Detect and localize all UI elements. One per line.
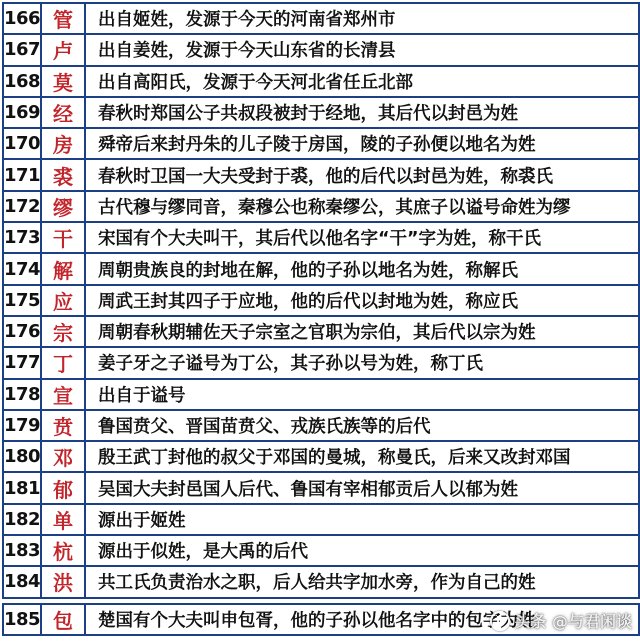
surname-cell: 洪 xyxy=(42,567,86,596)
row-number: 184 xyxy=(4,567,42,596)
origin-cell: 古代穆与缪同音，秦穆公也称秦缪公，其庶子以谥号命姓为缪 xyxy=(98,197,571,218)
surname-cell: 单 xyxy=(42,505,86,534)
table-row xyxy=(4,192,638,223)
row-number: 175 xyxy=(4,286,42,315)
table-row xyxy=(4,380,638,411)
row-number: 183 xyxy=(4,536,42,565)
row-number: 179 xyxy=(4,411,42,440)
row-number: 167 xyxy=(4,35,42,64)
origin-cell: 共工氏负责治水之职，后人给共字加水旁，作为自己的姓 xyxy=(98,573,536,594)
origin-cell: 宋国有个大夫叫干，其后代以他名字“干”字为姓，称干氏 xyxy=(98,229,542,250)
surname-cell: 杭 xyxy=(42,536,86,565)
surname-cell: 丁 xyxy=(42,348,86,377)
origin-cell: 源出于姬姓 xyxy=(98,510,186,531)
table-row xyxy=(4,317,638,348)
origin-cell: 周朝贵族良的封地在解，他的子孙以地名为姓，称解氏 xyxy=(98,260,518,281)
surname-cell: 裘 xyxy=(42,160,86,189)
row-number: 166 xyxy=(4,4,42,33)
table-row xyxy=(4,129,638,160)
table-row xyxy=(4,442,638,473)
surname-cell: 宗 xyxy=(42,317,86,346)
row-number: 173 xyxy=(4,223,42,252)
row-number: 181 xyxy=(4,473,42,502)
row-number: 177 xyxy=(4,348,42,377)
surname-cell: 应 xyxy=(42,286,86,315)
origin-cell: 出自姜姓，发源于今天山东省的长清县 xyxy=(98,41,396,62)
row-number: 172 xyxy=(4,192,42,221)
surname-cell: 缪 xyxy=(42,192,86,221)
row-number: 178 xyxy=(4,380,42,409)
origin-cell: 殷王武丁封他的叔父于邓国的曼城，称曼氏，后来又改封邓国 xyxy=(98,448,571,469)
watermark-text: 头条 @与君闲谈 xyxy=(514,612,632,631)
table-row xyxy=(4,98,638,129)
origin-cell: 周武王封其四子于应地，他的后代以封地为姓，称应氏 xyxy=(98,291,518,312)
origin-cell: 吴国大夫封邑国人后代、鲁国有宰相郁贡后人以郁为姓 xyxy=(98,479,518,500)
origin-cell: 出自高阳氏，发源于今天河北省任丘北部 xyxy=(98,72,413,93)
table-row xyxy=(4,160,638,191)
surname-cell: 邓 xyxy=(42,442,86,471)
row-number: 182 xyxy=(4,505,42,534)
surname-cell: 房 xyxy=(42,129,86,158)
table-row xyxy=(4,536,638,567)
surname-cell: 莫 xyxy=(42,67,86,96)
table-row xyxy=(4,411,638,442)
table-row xyxy=(4,223,638,254)
surname-cell: 包 xyxy=(42,605,86,634)
origin-cell: 姜子牙之子谥号为丁公，其子孙以号为姓，称丁氏 xyxy=(98,354,483,375)
origin-cell: 出自姬姓，发源于今天的河南省郑州市 xyxy=(98,10,396,31)
table-row xyxy=(4,35,638,66)
surname-table xyxy=(2,2,640,599)
surname-cell: 卢 xyxy=(42,35,86,64)
table-row xyxy=(4,567,638,598)
row-number: 168 xyxy=(4,67,42,96)
origin-cell: 春秋时郑国公子共叔段被封于经地，其后代以封邑为姓 xyxy=(98,104,518,125)
table-row xyxy=(4,254,638,285)
origin-cell: 出自于谥号 xyxy=(98,385,186,406)
row-number: 180 xyxy=(4,442,42,471)
table-row xyxy=(4,67,638,98)
row-number: 185 xyxy=(4,605,42,634)
surname-cell: 贲 xyxy=(42,411,86,440)
row-number: 169 xyxy=(4,98,42,127)
origin-cell: 周朝春秋期辅佐天子宗室之官职为宗伯，其后代以宗为姓 xyxy=(98,323,536,344)
surname-cell: 干 xyxy=(42,223,86,252)
row-number: 171 xyxy=(4,160,42,189)
table-row xyxy=(4,4,638,35)
origin-cell: 楚国有个大夫叫申包胥，他的子孙以他名字中的包字为姓 xyxy=(98,611,536,632)
origin-cell: 春秋时卫国一大夫受封于裘，他的后代以封邑为姓，称裘氏 xyxy=(98,166,553,187)
row-number: 174 xyxy=(4,254,42,283)
watermark xyxy=(490,609,632,632)
surname-cell: 经 xyxy=(42,98,86,127)
surname-cell: 宣 xyxy=(42,380,86,409)
table-row xyxy=(4,505,638,536)
table-row xyxy=(4,473,638,504)
row-number: 170 xyxy=(4,129,42,158)
origin-cell: 舜帝后来封丹朱的儿子陵于房国，陵的子孙便以地名为姓 xyxy=(98,135,536,156)
table-row xyxy=(4,348,638,379)
origin-cell: 鲁国贲父、晋国苗贲父、戎族氏族等的后代 xyxy=(98,417,431,437)
table-row xyxy=(4,286,638,317)
row-number: 176 xyxy=(4,317,42,346)
surname-cell: 管 xyxy=(42,4,86,33)
origin-cell: 源出于似姓，是大禹的后代 xyxy=(98,542,308,563)
surname-cell: 郁 xyxy=(42,473,86,502)
surname-cell: 解 xyxy=(42,254,86,283)
toutiao-logo-icon xyxy=(490,611,510,631)
